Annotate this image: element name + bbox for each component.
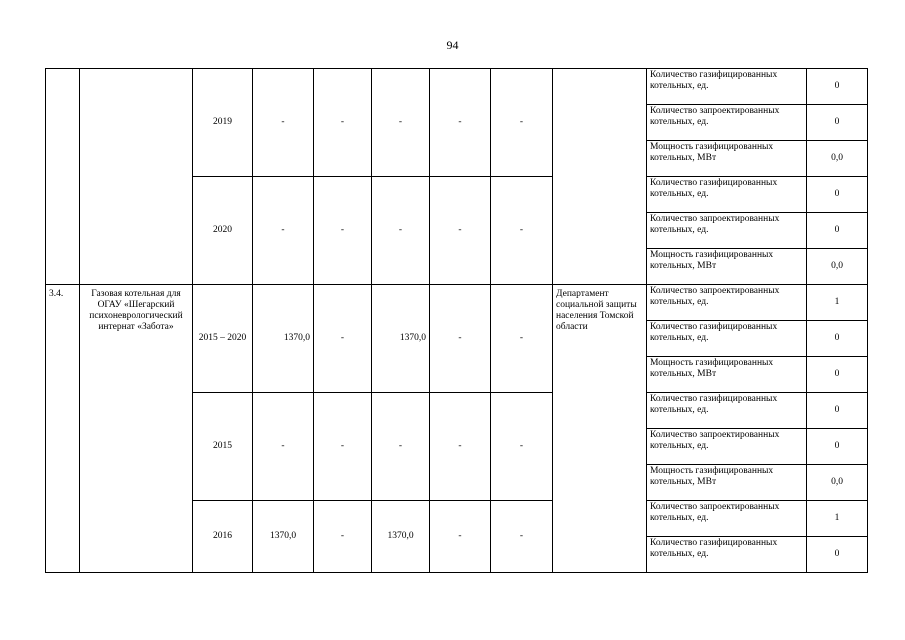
total-cell: 1370,0 [253,501,314,573]
indicator-name: Количество запроектированных котельных, ед. [647,213,807,249]
extrabudget-cell: - [491,393,553,501]
local-cell: - [430,285,491,393]
indicator-value: 0 [807,537,868,573]
year-cell: 2020 [193,177,253,285]
indicator-value: 1 [807,501,868,537]
extrabudget-cell: - [491,501,553,573]
indicator-name: Количество запроектированных котельных, ед. [647,105,807,141]
indicator-name: Количество газифицированных котельных, ед. [647,393,807,429]
table-row [46,69,868,105]
num-cell-empty [46,69,80,285]
period-cell: 2015 – 2020 [193,285,253,393]
federal-cell: - [314,393,372,501]
indicator-value: 0 [807,321,868,357]
indicator-name: Количество газифицированных котельных, ед. [647,69,807,105]
local-cell: - [430,69,491,177]
name-cell-empty [80,69,193,285]
regional-cell: - [372,177,430,285]
year-cell: 2016 [193,501,253,573]
federal-cell: - [314,177,372,285]
regional-cell: 1370,0 [372,285,430,393]
item-number: 3.4. [46,285,80,573]
indicator-value: 0 [807,105,868,141]
indicator-value: 0 [807,393,868,429]
indicator-value: 0,0 [807,141,868,177]
total-cell: - [253,69,314,177]
indicator-value: 0 [807,177,868,213]
indicator-name: Мощность газифицированных котельных, МВт [647,357,807,393]
year-cell: 2015 [193,393,253,501]
regional-cell: - [372,69,430,177]
regional-cell: 1370,0 [372,501,430,573]
indicator-value: 0,0 [807,249,868,285]
page-number: 94 [446,38,459,52]
indicator-name: Количество газифицированных котельных, ед. [647,321,807,357]
extrabudget-cell: - [491,69,553,177]
item-name: Газовая котельная для ОГАУ «Шегарский психоневрологический интернат «Забота» [80,285,193,573]
indicator-value: 0 [807,213,868,249]
local-cell: - [430,393,491,501]
total-cell: 1370,0 [253,285,314,393]
indicator-value: 0 [807,69,868,105]
regional-cell: - [372,393,430,501]
indicator-value: 0,0 [807,465,868,501]
local-cell: - [430,501,491,573]
executor-cell: Департамент социальной защиты населения Томской области [553,285,647,573]
program-table [45,68,868,573]
local-cell: - [430,177,491,285]
indicator-name: Мощность газифицированных котельных, МВт [647,249,807,285]
indicator-value: 0 [807,429,868,465]
federal-cell: - [314,285,372,393]
indicator-name: Мощность газифицированных котельных, МВт [647,141,807,177]
executor-cell-empty [553,69,647,285]
extrabudget-cell: - [491,285,553,393]
total-cell: - [253,393,314,501]
indicator-name: Количество газифицированных котельных, ед. [647,177,807,213]
table-row [46,285,868,321]
indicator-name: Количество запроектированных котельных, ед. [647,285,807,321]
indicator-name: Мощность газифицированных котельных, МВт [647,465,807,501]
indicator-value: 0 [807,357,868,393]
extrabudget-cell: - [491,177,553,285]
federal-cell: - [314,501,372,573]
federal-cell: - [314,69,372,177]
indicator-name: Количество запроектированных котельных, ед. [647,429,807,465]
indicator-value: 1 [807,285,868,321]
indicator-name: Количество газифицированных котельных, ед. [647,537,807,573]
total-cell: - [253,177,314,285]
year-cell: 2019 [193,69,253,177]
indicator-name: Количество запроектированных котельных, ед. [647,501,807,537]
